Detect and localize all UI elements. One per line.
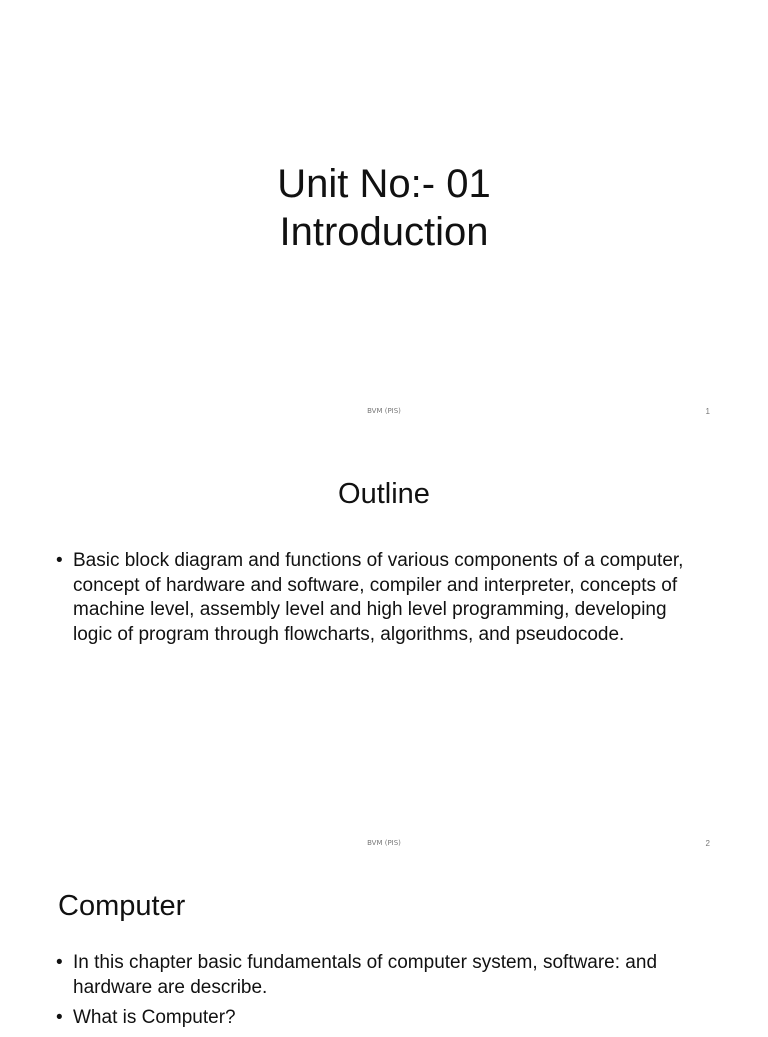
bullet-icon: • (56, 952, 63, 973)
slide-footer: BVM (PIS) (367, 839, 401, 847)
slide-title (0, 160, 768, 256)
bullet-text: In this chapter basic fundamentals of computer system, software: and hardware are describe. (73, 952, 658, 998)
bullet-text: What is Computer? (73, 1007, 236, 1028)
bullet-item (56, 549, 706, 647)
title-line-introduction: Introduction (279, 210, 489, 254)
bullet-icon: • (56, 1007, 63, 1028)
bullet-icon: • (56, 550, 63, 571)
bullet-list (56, 549, 706, 653)
bullet-item (56, 951, 706, 1000)
slide-1 (0, 0, 768, 432)
slide-3 (0, 864, 768, 1028)
slide-number: 1 (705, 407, 710, 416)
slide-heading: Computer (58, 890, 186, 922)
slide-2 (0, 432, 768, 864)
bullet-text: Basic block diagram and functions of various components of a computer, concept of hardware and software, compiler and interpreter, concepts of machine level, assembly level and high level programming, developing logic of program through flowcharts, algorithms, and pseudocode. (73, 550, 684, 645)
slide-heading: Outline (338, 478, 430, 510)
slide-footer: BVM (PIS) (367, 407, 401, 415)
title-line-unit: Unit No:- 01 (277, 162, 491, 206)
bullet-item (56, 1006, 706, 1031)
slide-number: 2 (705, 839, 710, 848)
